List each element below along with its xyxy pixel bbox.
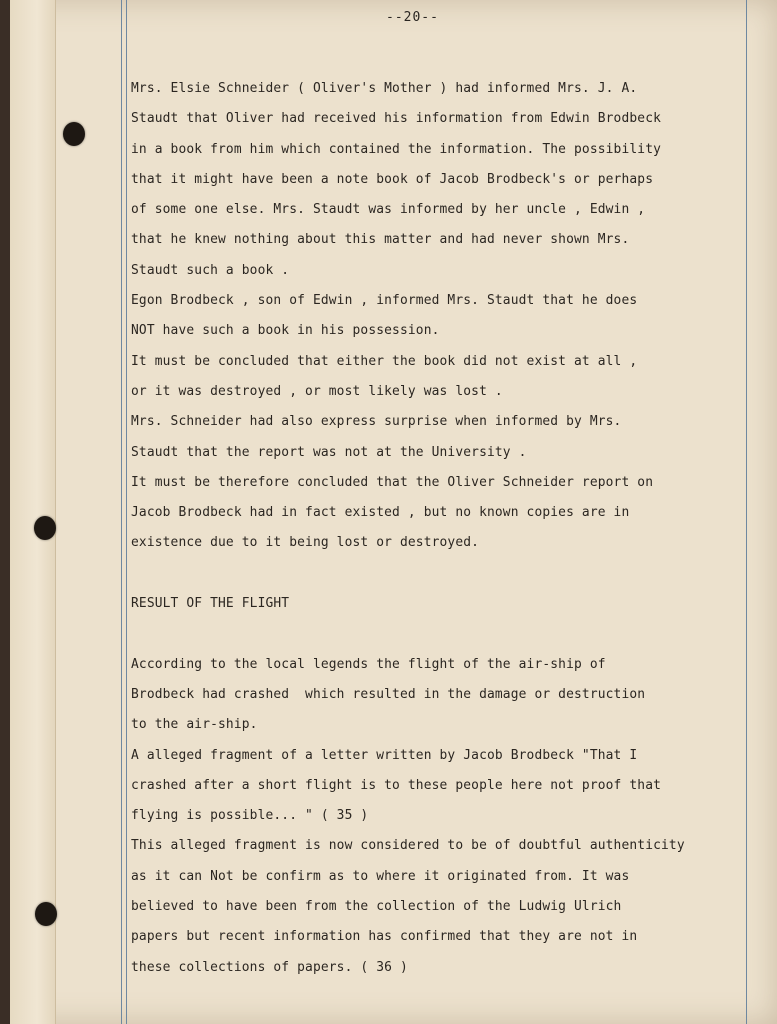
text-line: in a book from him which contained the information. The possibility: [131, 141, 662, 157]
text-line: Staudt that the report was not at the University .: [131, 444, 527, 460]
text-line: Mrs. Elsie Schneider ( Oliver's Mother ) had informed Mrs. J. A.: [131, 81, 638, 96]
text-line: flying is possible... " ( 35 ): [131, 808, 369, 824]
text-line: to the air-ship.: [131, 717, 258, 733]
text-line: This alleged fragment is now considered to be of doubtful authenticity: [131, 838, 685, 854]
page-number: --20--: [386, 10, 439, 25]
text-line: Brodbeck had crashed which resulted in the damage or destruction: [131, 686, 646, 702]
section-heading: RESULT OF THE FLIGHT: [131, 596, 290, 612]
left-margin-rule: [126, 0, 127, 1024]
text-line: Jacob Brodbeck had in fact existed , but no known copies are in: [131, 505, 630, 521]
blank-line: [131, 619, 777, 649]
page-fold-edge: [10, 0, 56, 1024]
text-line: Staudt that Oliver had received his information from Edwin Brodbeck: [131, 111, 662, 127]
text-line: Staudt such a book .: [131, 262, 290, 278]
text-line: Mrs. Schneider had also express surprise when informed by Mrs.: [131, 414, 622, 430]
text-line: A alleged fragment of a letter written by Jacob Brodbeck "That I: [131, 747, 638, 763]
text-line: Egon Brodbeck , son of Edwin , informed Mrs. Staudt that he does: [131, 293, 638, 309]
text-line: NOT have such a book in his possession.: [131, 323, 440, 339]
text-line: believed to have been from the collection of the Ludwig Ulrich: [131, 899, 622, 915]
text-line: According to the local legends the flight of the air-ship of: [131, 656, 606, 672]
text-line: It must be therefore concluded that the Oliver Schneider report on: [131, 474, 654, 490]
text-line: existence due to it being lost or destroyed.: [131, 535, 480, 551]
blank-line: [131, 559, 777, 589]
punch-hole: [35, 902, 57, 926]
text-line: of some one else. Mrs. Staudt was informed by her uncle , Edwin ,: [131, 202, 646, 218]
text-line: that it might have been a note book of Jacob Brodbeck's or perhaps: [131, 171, 654, 187]
text-line: papers but recent information has confirmed that they are not in: [131, 929, 638, 945]
document-body: [131, 74, 777, 983]
text-line: as it can Not be confirm as to where it originated from. It was: [131, 868, 630, 884]
text-line: that he knew nothing about this matter and had never shown Mrs.: [131, 232, 630, 248]
punch-hole: [34, 516, 56, 540]
text-line: crashed after a short flight is to these people here not proof that: [131, 777, 662, 793]
text-line: It must be concluded that either the book did not exist at all ,: [131, 353, 638, 369]
text-line: or it was destroyed , or most likely was lost .: [131, 383, 503, 399]
punch-hole: [63, 122, 85, 146]
text-line: these collections of papers. ( 36 ): [131, 959, 408, 975]
left-margin-rule: [121, 0, 122, 1024]
